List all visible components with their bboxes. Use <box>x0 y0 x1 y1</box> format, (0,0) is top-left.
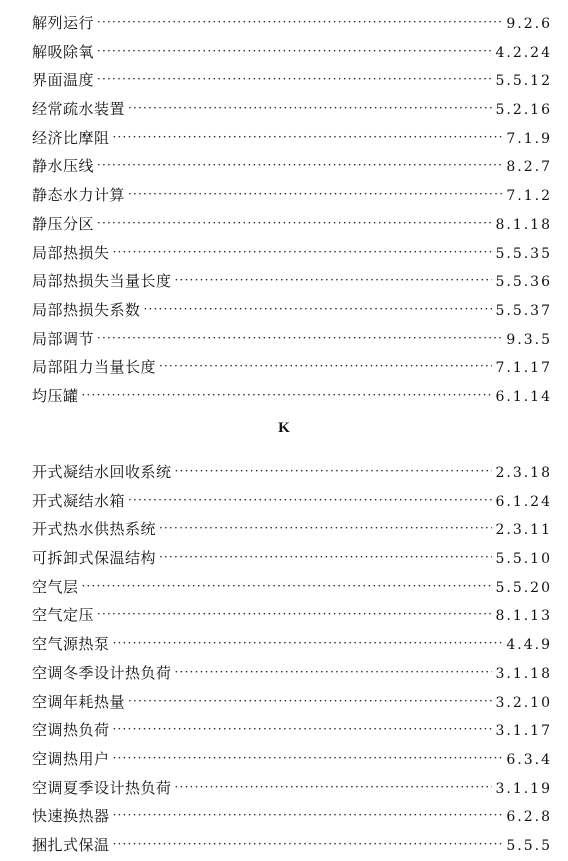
index-term: 开式凝结水回收系统 <box>32 463 172 481</box>
dot-leader <box>97 37 492 66</box>
dot-leader <box>97 209 492 238</box>
index-ref: 3.1.19 <box>495 780 552 797</box>
index-term: 局部热损失系数 <box>32 300 141 319</box>
index-ref: 6.3.4 <box>506 751 552 768</box>
index-ref: 5.5.5 <box>506 837 552 854</box>
index-term: 解吸除氧 <box>32 42 95 61</box>
dot-leader <box>128 486 492 515</box>
index-entry <box>32 210 552 239</box>
index-ref: 7.1.2 <box>506 188 552 205</box>
index-entry <box>32 152 552 181</box>
index-entry <box>32 66 552 95</box>
index-ref: 8.1.18 <box>495 216 552 233</box>
index-term: 均压罐 <box>32 386 79 405</box>
dot-leader <box>144 295 493 324</box>
index-entry <box>32 124 552 153</box>
index-entry <box>32 458 552 487</box>
dot-leader <box>159 514 492 543</box>
index-term: 空气层 <box>32 577 79 596</box>
index-term: 局部热损失当量长度 <box>32 272 172 291</box>
index-entry <box>32 573 552 602</box>
index-ref: 6.1.24 <box>495 493 552 510</box>
dot-leader <box>128 687 492 716</box>
index-entry <box>32 296 552 325</box>
index-ref: 4.2.24 <box>495 44 552 61</box>
index-entry <box>32 831 552 860</box>
index-entry <box>32 659 552 688</box>
index-ref: 2.3.18 <box>495 465 552 481</box>
index-entry <box>32 487 552 516</box>
dot-leader <box>113 715 493 744</box>
index-ref: 7.1.17 <box>495 360 552 377</box>
dot-leader <box>175 773 493 802</box>
index-entry <box>32 353 552 382</box>
index-term: 空调夏季设计热负荷 <box>32 778 172 797</box>
dot-leader <box>128 94 492 123</box>
dot-leader <box>97 600 492 629</box>
index-term: 空调热负荷 <box>32 721 110 740</box>
index-ref: 6.2.8 <box>506 809 552 826</box>
index-term: 空调冬季设计热负荷 <box>32 663 172 682</box>
index-term: 局部热损失 <box>32 243 110 262</box>
dot-leader <box>128 180 503 209</box>
index-ref: 3.1.18 <box>495 665 552 682</box>
dot-leader <box>113 123 504 152</box>
index-ref: 5.5.10 <box>495 551 552 568</box>
index-term: 空气源热泵 <box>32 635 110 654</box>
index-ref: 3.2.10 <box>495 694 552 711</box>
index-ref: 5.2.16 <box>495 102 552 119</box>
index-term: 界面温度 <box>32 71 95 90</box>
index-term: 局部阻力当量长度 <box>32 358 157 377</box>
index-section-j <box>32 9 552 411</box>
index-entry <box>32 688 552 717</box>
index-term: 空调热用户 <box>32 749 110 768</box>
index-term: 捆扎式保温 <box>32 835 110 854</box>
index-ref: 6.1.14 <box>495 388 552 405</box>
index-ref: 8.1.13 <box>495 608 552 625</box>
index-entry <box>32 630 552 659</box>
index-ref: 4.4.9 <box>506 637 552 654</box>
index-entry <box>32 239 552 268</box>
index-ref: 7.1.9 <box>506 130 552 147</box>
index-ref: 8.2.7 <box>506 159 552 176</box>
index-entry <box>32 716 552 745</box>
index-entry <box>32 9 552 38</box>
index-entry <box>32 325 552 354</box>
index-entry <box>32 515 552 544</box>
index-term: 静水压线 <box>32 157 95 176</box>
dot-leader <box>175 266 493 295</box>
dot-leader <box>159 352 492 381</box>
index-ref: 3.1.17 <box>495 723 552 740</box>
dot-leader <box>175 658 493 687</box>
index-term: 静态水力计算 <box>32 186 126 205</box>
index-entry <box>32 745 552 774</box>
dot-leader <box>97 65 492 94</box>
index-ref: 5.5.12 <box>495 73 552 90</box>
index-ref: 2.3.11 <box>495 522 552 539</box>
dot-leader <box>113 744 504 773</box>
index-entry <box>32 774 552 803</box>
section-heading-k: K <box>278 420 290 436</box>
index-term: 空气定压 <box>32 606 95 625</box>
index-ref: 9.3.5 <box>506 331 552 348</box>
index-ref: 5.5.35 <box>495 245 552 262</box>
index-term: 空调年耗热量 <box>32 692 126 711</box>
dot-leader <box>113 238 493 267</box>
index-ref: 9.2.6 <box>506 16 552 32</box>
index-term: 解列运行 <box>32 14 95 32</box>
dot-leader <box>97 151 503 180</box>
index-entry <box>32 802 552 831</box>
index-term: 经常疏水装置 <box>32 100 126 119</box>
index-term: 静压分区 <box>32 214 95 233</box>
index-term: 开式凝结水箱 <box>32 491 126 510</box>
index-ref: 5.5.20 <box>495 579 552 596</box>
index-term: 可拆卸式保温结构 <box>32 549 157 568</box>
index-entry <box>32 601 552 630</box>
index-term: 经济比摩阻 <box>32 128 110 147</box>
index-term: 快速换热器 <box>32 807 110 826</box>
index-ref: 5.5.37 <box>495 302 552 319</box>
index-entry <box>32 267 552 296</box>
index-entry <box>32 38 552 67</box>
index-term: 局部调节 <box>32 329 95 348</box>
dot-leader <box>113 830 504 859</box>
index-entry <box>32 95 552 124</box>
dot-leader <box>159 543 492 572</box>
index-term: 开式热水供热系统 <box>32 520 157 539</box>
index-section-k <box>32 458 552 860</box>
index-entry <box>32 181 552 210</box>
dot-leader <box>97 8 503 37</box>
dot-leader <box>82 381 493 410</box>
dot-leader <box>82 572 493 601</box>
index-entry <box>32 382 552 411</box>
index-entry <box>32 544 552 573</box>
dot-leader <box>113 629 504 658</box>
dot-leader <box>97 324 503 353</box>
dot-leader <box>175 457 493 486</box>
index-ref: 5.5.36 <box>495 274 552 291</box>
dot-leader <box>113 801 504 830</box>
